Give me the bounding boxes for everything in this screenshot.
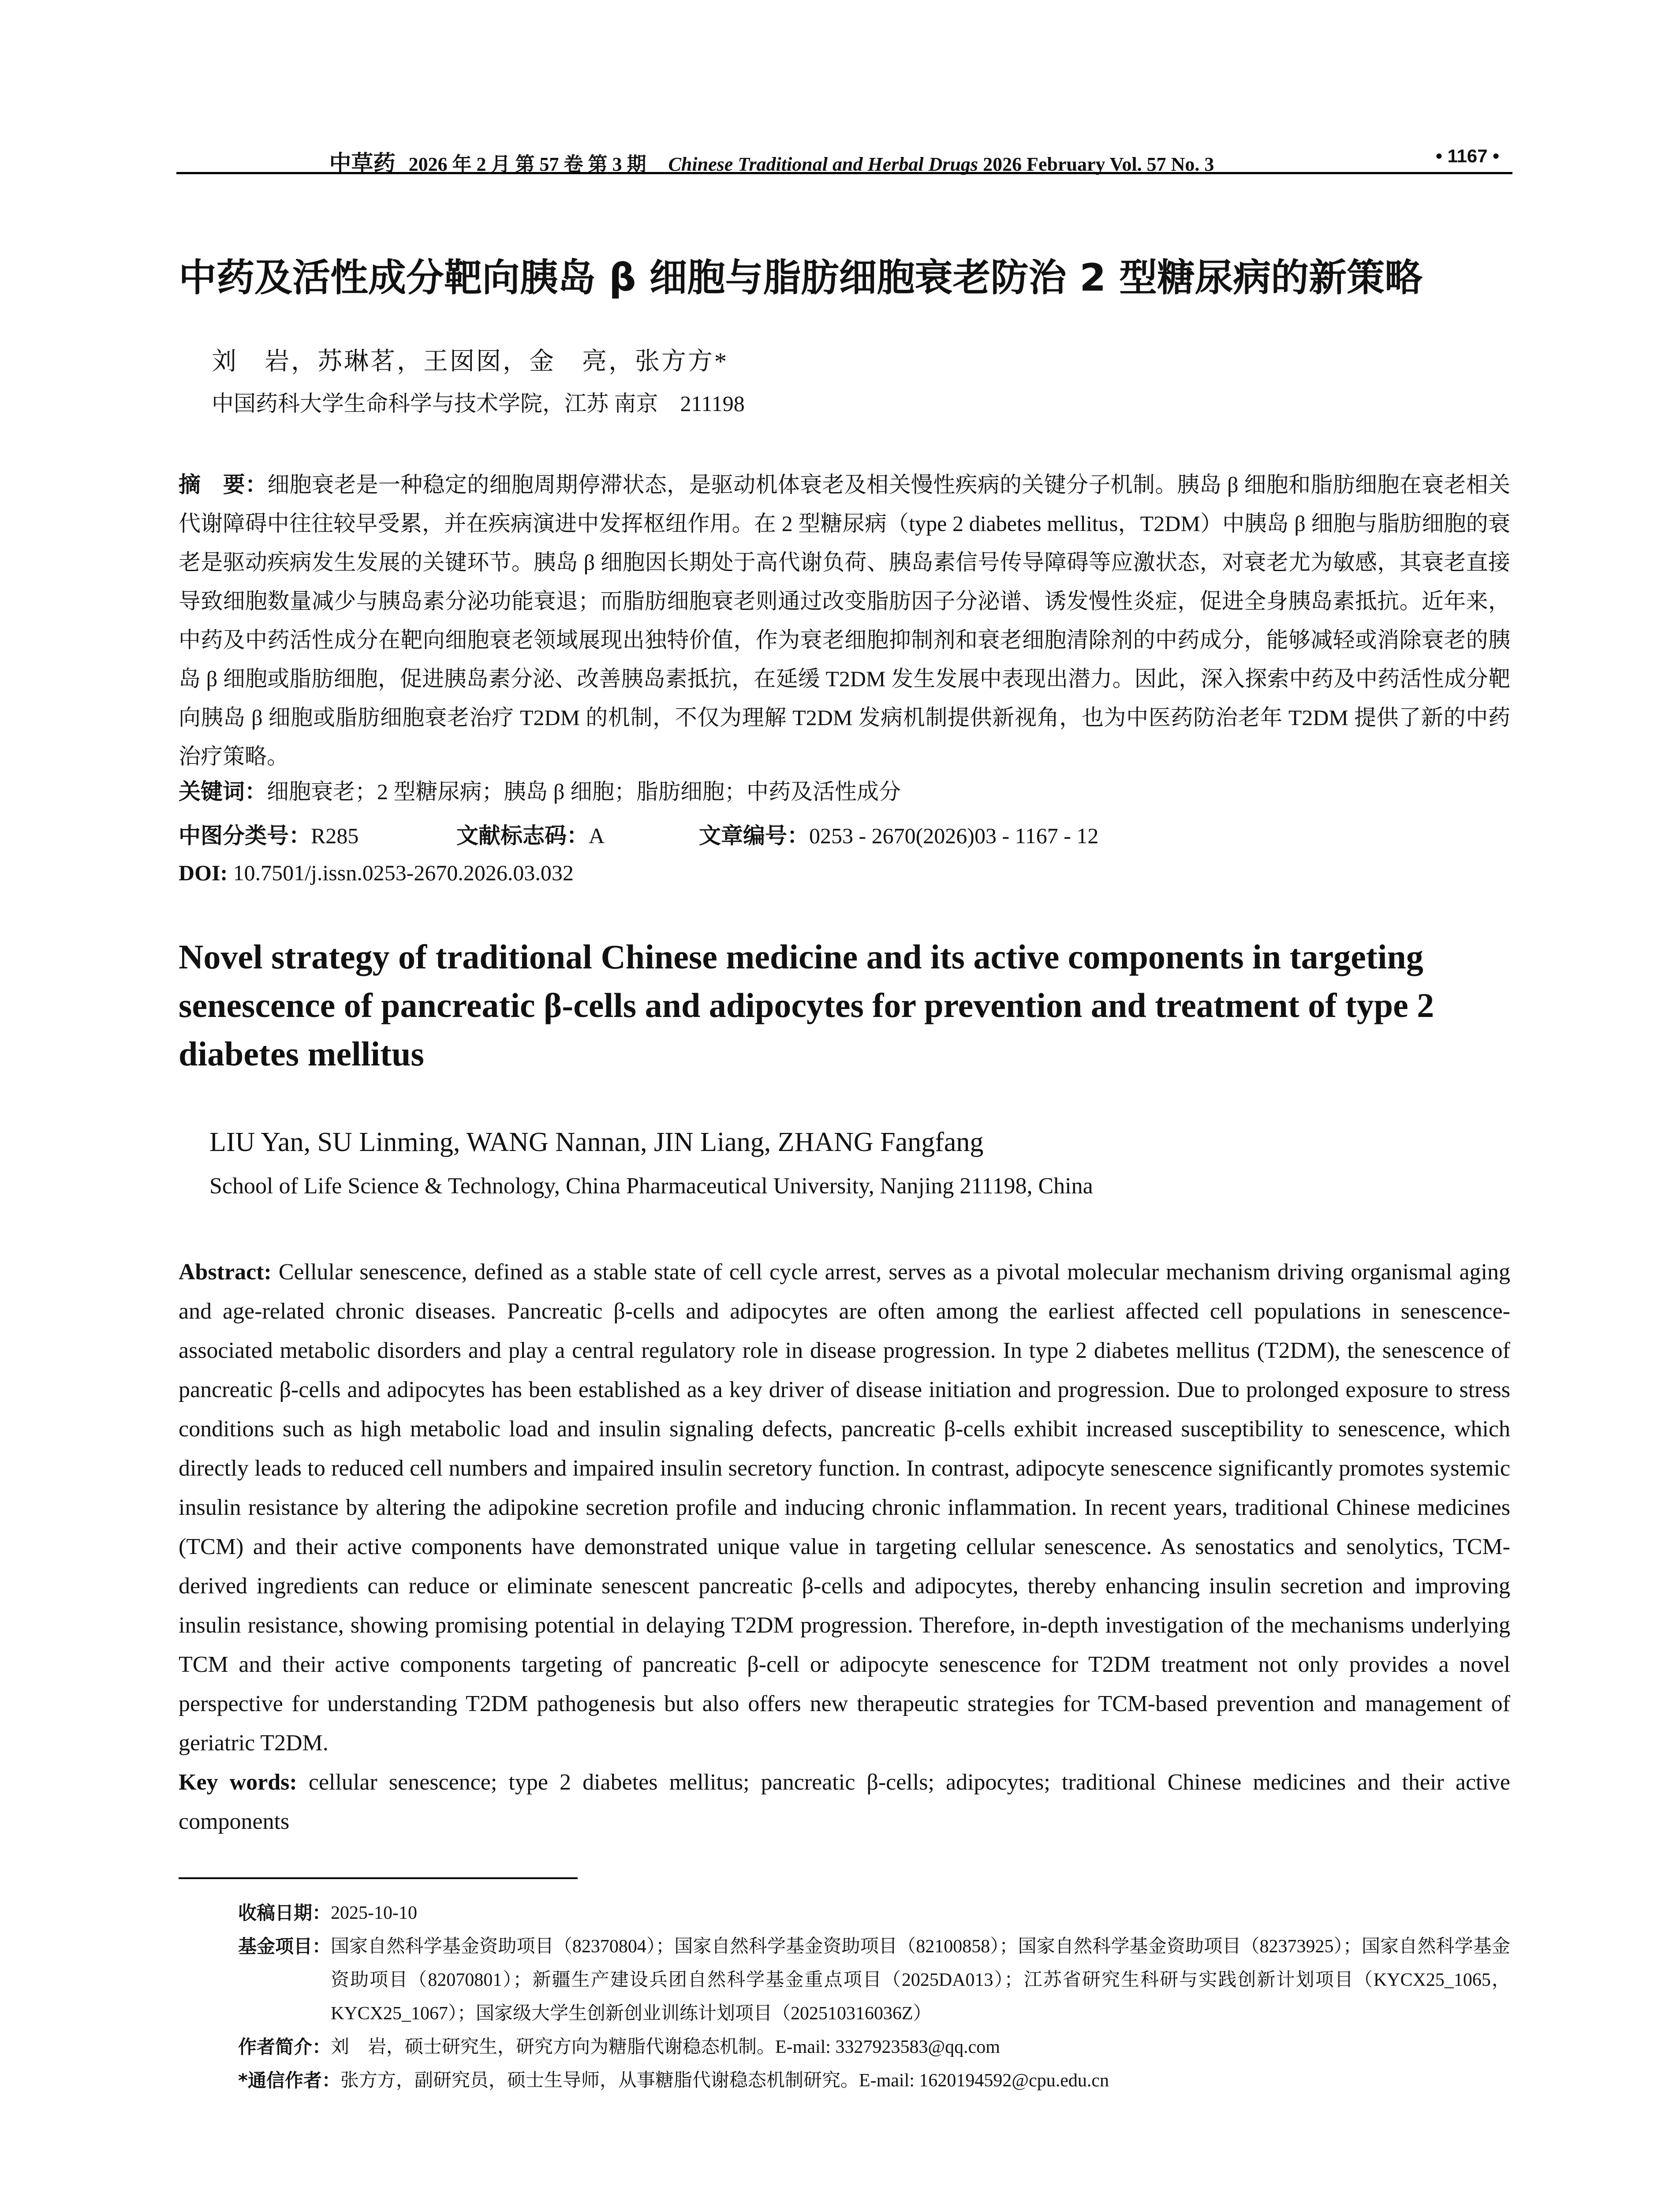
keywords-en-text: cellular senescence; type 2 diabetes mellitus; pancreatic β-cells; adipocytes; traditional Chinese medicines and their active components	[179, 1770, 1511, 1834]
journal-name-cn: 中草药	[329, 151, 396, 176]
article-no-field	[699, 818, 1098, 850]
authors-en: LIU Yan, SU Linming, WANG Nannan, JIN Liang, ZHANG Fangfang	[209, 1127, 984, 1157]
journal-name-en: Chinese Traditional and Herbal Drugs	[668, 153, 978, 175]
clc-label: 中图分类号：	[179, 823, 311, 848]
clc-value: R285	[311, 823, 359, 848]
keywords-cn-label: 关键词：	[179, 779, 267, 804]
article-no-value: 0253 - 2670(2026)03 - 1167 - 12	[809, 823, 1099, 848]
running-header-citation	[176, 146, 1367, 177]
affiliation-en: School of Life Science & Technology, China Pharmaceutical University, Nanjing 211198, China	[209, 1174, 1093, 1199]
doi-line	[179, 860, 1510, 886]
issue-date-en: 2026 February Vol. 57 No. 3	[983, 153, 1214, 175]
keywords-cn-text: 细胞衰老；2 型糖尿病；胰岛 β 细胞；脂肪细胞；中药及活性成分	[267, 779, 901, 804]
doi-label: DOI:	[179, 860, 228, 885]
doi-value: 10.7501/j.issn.0253-2670.2026.03.032	[233, 860, 574, 885]
keywords-en-label: Key words:	[179, 1770, 297, 1795]
abstract-en-label: Abstract:	[179, 1259, 272, 1285]
article-no-label: 文章编号：	[699, 823, 809, 848]
issue-date-cn: 2026 年 2 月 第 57 卷 第 3 期	[408, 153, 646, 175]
authors-cn: 刘 岩，苏琳茗，王囡囡，金 亮，张方方*	[212, 348, 728, 375]
article-title-cn: 中药及活性成分靶向胰岛 β 细胞与脂肪细胞衰老防治 2 型糖尿病的新策略	[179, 256, 1423, 300]
funding-text: 国家自然科学基金资助项目（82370804）；国家自然科学基金资助项目（82100858）；国家自然科学基金资助项目（82373925）；国家自然科学基金资助项目（82070801）；新疆生产建设兵团自然科学基金重点项目（2025DA013）；江苏省研究生科研与实践创新计划项目（KYCX25_1065，KYCX25_1067）；国家级大学生创新创业训练计划项目（202510316036Z）	[331, 1936, 1510, 2024]
corresponding-text: 张方方，副研究员，硕士生导师，从事糖脂代谢稳态机制研究。E-mail: 1620194592@cpu.edu.cn	[340, 2070, 1109, 2091]
abstract-en-text: Cellular senescence, defined as a stable state of cell cycle arrest, serves as a pivotal molecular mechanism driving organismal aging and age-related chronic diseases. Pancreatic β-cells and adipocytes are often among the earliest affected cell populations in senescence-associated metabolic disorders and play a central regulatory role in disease progression. In type 2 diabetes mellitus (T2DM), the senescence of pancreatic β-cells and adipocytes has been established as a key driver of disease initiation and progression. Due to prolonged exposure to stress conditions such as high metabolic load and insulin signaling defects, pancreatic β-cells exhibit increased susceptibility to senescence, which directly leads to reduced cell numbers and impaired insulin secretory function. In contrast, adipocyte senescence significantly promotes systemic insulin resistance by altering the adipokine secretion profile and inducing chronic inflammation. In recent years, traditional Chinese medicines (TCM) and their active components have demonstrated unique value in targeting cellular senescence. As senostatics and senolytics, TCM-derived ingredients can reduce or eliminate senescent pancreatic β-cells and adipocytes, thereby enhancing insulin secretion and improving insulin resistance, showing promising potential in delaying T2DM progression. Therefore, in-depth investigation of the mechanisms underlying TCM and their active components targeting of pancreatic β-cell or adipocyte senescence for T2DM treatment not only provides a novel perspective for understanding T2DM pathogenesis but also offers new therapeutic strategies for TCM-based prevention and management of geriatric T2DM.	[179, 1259, 1510, 1756]
page-number: • 1167 •	[1436, 146, 1499, 166]
author-bio-label: 作者简介：	[238, 2036, 331, 2058]
keywords-en	[179, 1763, 1510, 1841]
abstract-en	[179, 1252, 1510, 1841]
abstract-cn	[179, 465, 1510, 776]
footnote-received	[238, 1896, 1510, 1930]
abstract-cn-label: 摘 要：	[179, 472, 268, 497]
abstract-cn-text: 细胞衰老是一种稳定的细胞周期停滞状态，是驱动机体衰老及相关慢性疾病的关键分子机制。胰岛 β 细胞和脂肪细胞在衰老相关代谢障碍中往往较早受累，并在疾病演进中发挥枢纽作用。在 2 型糖尿病（type 2 diabetes mellitus，T2DM）中胰岛 β 细胞与脂肪细胞的衰老是驱动疾病发生发展的关键环节。胰岛 β 细胞因长期处于高代谢负荷、胰岛素信号传导障碍等应激状态，对衰老尤为敏感，其衰老直接导致细胞数量减少与胰岛素分泌功能衰退；而脂肪细胞衰老则通过改变脂肪因子分泌谱、诱发慢性炎症，促进全身胰岛素抵抗。近年来，中药及中药活性成分在靶向细胞衰老领域展现出独特价值，作为衰老细胞抑制剂和衰老细胞清除剂的中药成分，能够减轻或消除衰老的胰岛 β 细胞或脂肪细胞，促进胰岛素分泌、改善胰岛素抵抗，在延缓 T2DM 发生发展中表现出潜力。因此，深入探索中药及中药活性成分靶向胰岛 β 细胞或脂肪细胞衰老治疗 T2DM 的机制，不仅为理解 T2DM 发病机制提供新视角，也为中医药防治老年 T2DM 提供了新的中药治疗策略。	[179, 472, 1511, 769]
received-label: 收稿日期：	[238, 1902, 331, 1924]
footnote-corresponding	[238, 2064, 1510, 2097]
doc-code-label: 文献标志码：	[456, 823, 589, 848]
funding-label: 基金项目：	[238, 1936, 331, 1957]
running-header	[176, 132, 1512, 174]
footnote-funding	[238, 1930, 1510, 2030]
doc-code-field	[456, 818, 699, 850]
footnote-author-bio	[238, 2030, 1510, 2064]
author-bio-text: 刘 岩，硕士研究生，研究方向为糖脂代谢稳态机制。E-mail: 3327923583@qq.com	[331, 2037, 1000, 2057]
clc-field	[179, 818, 456, 850]
received-date: 2025-10-10	[331, 1903, 417, 1923]
article-title-en: Novel strategy of traditional Chinese medicine and its active components in targeting senescence of pancreatic β-cells and adipocytes for prevention and treatment of type 2 diabetes mellitus	[179, 938, 1434, 1073]
corresponding-label: *通信作者：	[238, 2070, 340, 2091]
doc-code-value: A	[589, 823, 605, 848]
classification-line	[179, 818, 1510, 850]
abstract-en-paragraph	[179, 1252, 1510, 1763]
footnotes	[238, 1896, 1510, 2097]
footnote-divider	[179, 1877, 578, 1879]
keywords-cn	[179, 774, 1510, 806]
affiliation-cn: 中国药科大学生命科学与技术学院，江苏 南京 211198	[212, 391, 745, 416]
